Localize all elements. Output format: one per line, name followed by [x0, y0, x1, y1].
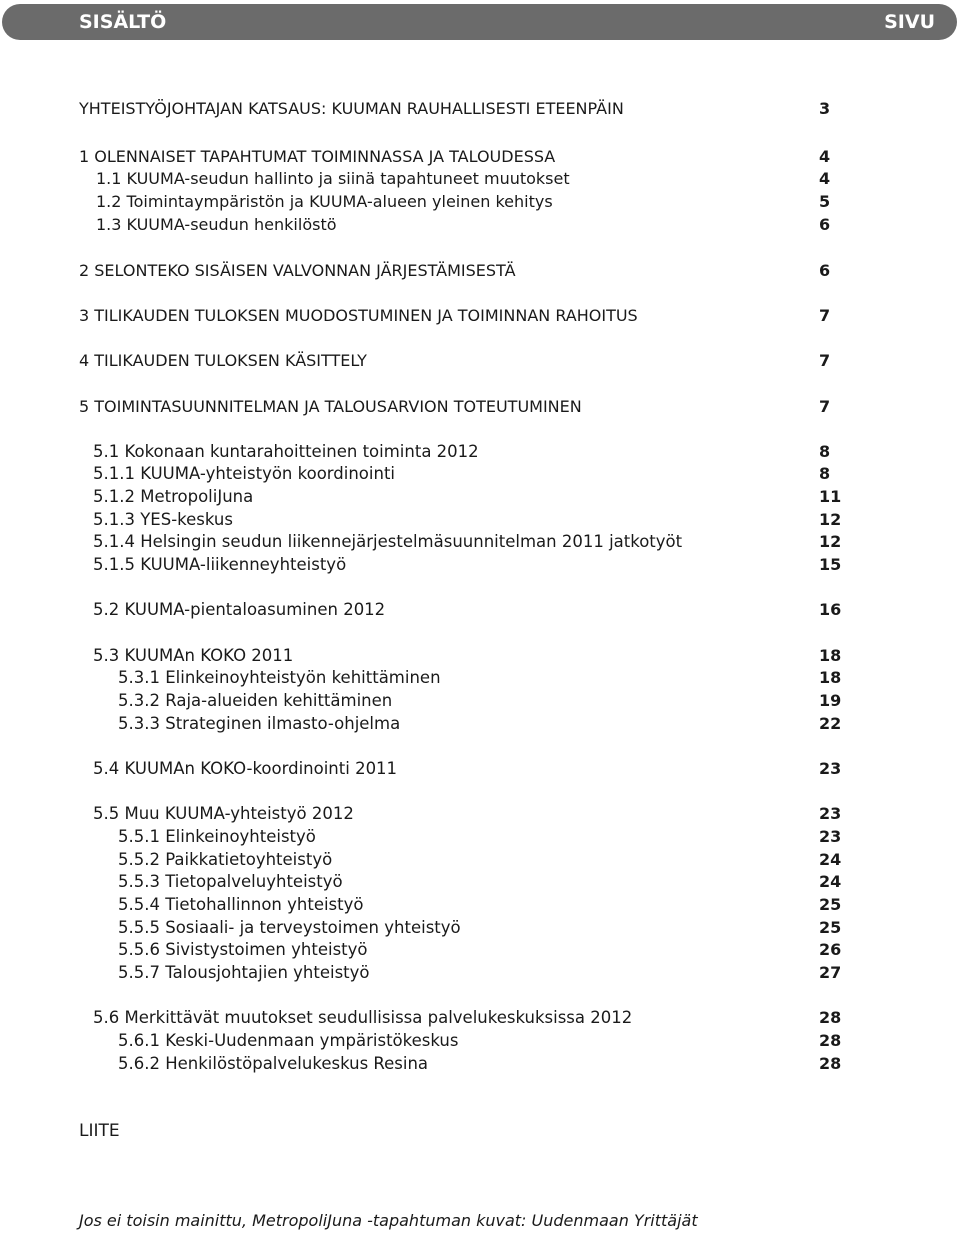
- toc-entry[interactable]: [0, 554, 960, 576]
- toc-entry-title: 5.5 Muu KUUMA-yhteistyö 2012: [93, 804, 354, 823]
- photo-credit-footnote: Jos ei toisin mainittu, MetropoliJuna -tapahtuman kuvat: Uudenmaan Yrittäjät: [79, 1211, 698, 1230]
- toc-entry-page: 18: [819, 668, 842, 687]
- toc-entry[interactable]: [0, 962, 960, 984]
- toc-entry-title: 1.3 KUUMA-seudun henkilöstö: [96, 215, 337, 234]
- toc-entry[interactable]: [0, 1030, 960, 1052]
- toc-entry-page: 19: [819, 691, 842, 710]
- toc-entry[interactable]: [0, 305, 960, 327]
- toc-entry-page: 15: [819, 555, 842, 574]
- toc-entry[interactable]: [0, 758, 960, 780]
- toc-entry[interactable]: [0, 894, 960, 916]
- toc-entry-page: 7: [819, 306, 831, 325]
- toc-entry[interactable]: [0, 98, 960, 120]
- toc-entry-page: 16: [819, 600, 842, 619]
- toc-entry-title: 1.1 KUUMA-seudun hallinto ja siinä tapahtuneet muutokset: [96, 169, 570, 188]
- toc-entry[interactable]: [0, 260, 960, 282]
- toc-entry-title: 5.1.1 KUUMA-yhteistyön koordinointi: [93, 464, 395, 483]
- toc-entry-page: 12: [819, 510, 842, 529]
- toc-entry-title: 5.6.1 Keski-Uudenmaan ympäristökeskus: [118, 1031, 459, 1050]
- toc-entry[interactable]: [0, 599, 960, 621]
- toc-entry-title: 2 SELONTEKO SISÄISEN VALVONNAN JÄRJESTÄMISESTÄ: [79, 261, 516, 280]
- toc-entry-page: 23: [819, 804, 842, 823]
- toc-entry-title: 5.6 Merkittävät muutokset seudullisissa palvelukeskuksissa 2012: [93, 1008, 633, 1027]
- toc-entry-page: 3: [819, 99, 831, 118]
- toc-entry-page: 7: [819, 397, 831, 416]
- toc-entry-title: 5.5.1 Elinkeinoyhteistyö: [118, 827, 316, 846]
- toc-entry[interactable]: [0, 713, 960, 735]
- toc-header: [2, 4, 957, 40]
- toc-entry-title: 5.5.7 Talousjohtajien yhteistyö: [118, 963, 370, 982]
- toc-entry[interactable]: [0, 849, 960, 871]
- toc-entry-title: 5.1.5 KUUMA-liikenneyhteistyö: [93, 555, 347, 574]
- toc-entry-title: 5.1.2 MetropoliJuna: [93, 487, 254, 506]
- toc-entry-page: 4: [819, 147, 831, 166]
- toc-entry[interactable]: [0, 1053, 960, 1075]
- toc-entry-page: 25: [819, 895, 842, 914]
- toc-entry-page: 5: [819, 192, 831, 211]
- toc-entry-page: 6: [819, 215, 831, 234]
- toc-entry-title: 5.3 KUUMAn KOKO 2011: [93, 646, 294, 665]
- toc-entry[interactable]: [0, 214, 960, 236]
- toc-entry-title: 5.5.6 Sivistystoimen yhteistyö: [118, 940, 368, 959]
- header-page-label: SIVU: [884, 11, 935, 33]
- toc-entry-page: 12: [819, 532, 842, 551]
- toc-entry-title: 5.5.5 Sosiaali- ja terveystoimen yhteistyö: [118, 918, 461, 937]
- toc-entry-page: 23: [819, 759, 842, 778]
- toc-entry-title: 3 TILIKAUDEN TULOKSEN MUODOSTUMINEN JA TOIMINNAN RAHOITUS: [79, 306, 638, 325]
- toc-entry-page: 4: [819, 169, 831, 188]
- toc-entry-title: 5 TOIMINTASUUNNITELMAN JA TALOUSARVION TOTEUTUMINEN: [79, 397, 582, 416]
- toc-entry[interactable]: [0, 441, 960, 463]
- toc-entry-title: 5.3.1 Elinkeinoyhteistyön kehittäminen: [118, 668, 441, 687]
- toc-entry[interactable]: [0, 146, 960, 168]
- toc-entry[interactable]: [0, 939, 960, 961]
- toc-entry-page: 7: [819, 351, 831, 370]
- toc-entry-page: 23: [819, 827, 842, 846]
- toc-entry-page: 18: [819, 646, 842, 665]
- toc-entry[interactable]: [0, 690, 960, 712]
- toc-entry[interactable]: [0, 486, 960, 508]
- toc-entry-title: 1.2 Toimintaympäristön ja KUUMA-alueen yleinen kehitys: [96, 192, 553, 211]
- toc-entry-page: 8: [819, 442, 831, 461]
- toc-entry-title: 1 OLENNAISET TAPAHTUMAT TOIMINNASSA JA TALOUDESSA: [79, 147, 556, 166]
- toc-entry-page: 28: [819, 1054, 842, 1073]
- toc-entry-title: 5.3.3 Strateginen ilmasto-ohjelma: [118, 714, 401, 733]
- toc-entry-page: 28: [819, 1008, 842, 1027]
- toc-entry[interactable]: [0, 168, 960, 190]
- toc-entry-title: 5.5.3 Tietopalveluyhteistyö: [118, 872, 343, 891]
- toc-entry[interactable]: [0, 463, 960, 485]
- toc-entry[interactable]: [0, 645, 960, 667]
- toc-entry-title: YHTEISTYÖJOHTAJAN KATSAUS: KUUMAN RAUHALLISESTI ETEENPÄIN: [79, 99, 624, 118]
- toc-entry-title: 5.1 Kokonaan kuntarahoitteinen toiminta 2012: [93, 442, 479, 461]
- toc-entry-title: 5.5.2 Paikkatietoyhteistyö: [118, 850, 333, 869]
- toc-entry-title: 5.5.4 Tietohallinnon yhteistyö: [118, 895, 364, 914]
- toc-entry-title: 5.2 KUUMA-pientaloasuminen 2012: [93, 600, 386, 619]
- toc-entry-page: 27: [819, 963, 842, 982]
- toc-entry[interactable]: [0, 396, 960, 418]
- toc-entry-title: 4 TILIKAUDEN TULOKSEN KÄSITTELY: [79, 351, 367, 370]
- toc-entry-page: 24: [819, 850, 842, 869]
- toc-entry-page: 25: [819, 918, 842, 937]
- toc-entry-title: 5.6.2 Henkilöstöpalvelukeskus Resina: [118, 1054, 429, 1073]
- toc-entry[interactable]: [0, 1007, 960, 1029]
- toc-entry[interactable]: [0, 667, 960, 689]
- toc-entry-page: 22: [819, 714, 842, 733]
- toc-entry-page: 11: [819, 487, 842, 506]
- header-contents-label: SISÄLTÖ: [79, 11, 167, 33]
- toc-entry[interactable]: [0, 191, 960, 213]
- toc-entry[interactable]: [0, 871, 960, 893]
- toc-entry-page: 6: [819, 261, 831, 280]
- toc-entry[interactable]: [0, 531, 960, 553]
- toc-entry-page: 8: [819, 464, 831, 483]
- toc-entry-page: 26: [819, 940, 842, 959]
- toc-entry-page: 24: [819, 872, 842, 891]
- toc-entry[interactable]: [0, 826, 960, 848]
- toc-entry-title: 5.1.4 Helsingin seudun liikennejärjestelmäsuunnitelman 2011 jatkotyöt: [93, 532, 683, 551]
- toc-entry-title: 5.1.3 YES-keskus: [93, 510, 233, 529]
- toc-entry[interactable]: [0, 917, 960, 939]
- toc-entry-page: 28: [819, 1031, 842, 1050]
- toc-entry-title: 5.3.2 Raja-alueiden kehittäminen: [118, 691, 393, 710]
- toc-entry[interactable]: [0, 803, 960, 825]
- toc-entry[interactable]: [0, 509, 960, 531]
- appendix-heading: LIITE: [79, 1121, 120, 1141]
- toc-entry[interactable]: [0, 350, 960, 372]
- toc-entry-title: 5.4 KUUMAn KOKO-koordinointi 2011: [93, 759, 398, 778]
